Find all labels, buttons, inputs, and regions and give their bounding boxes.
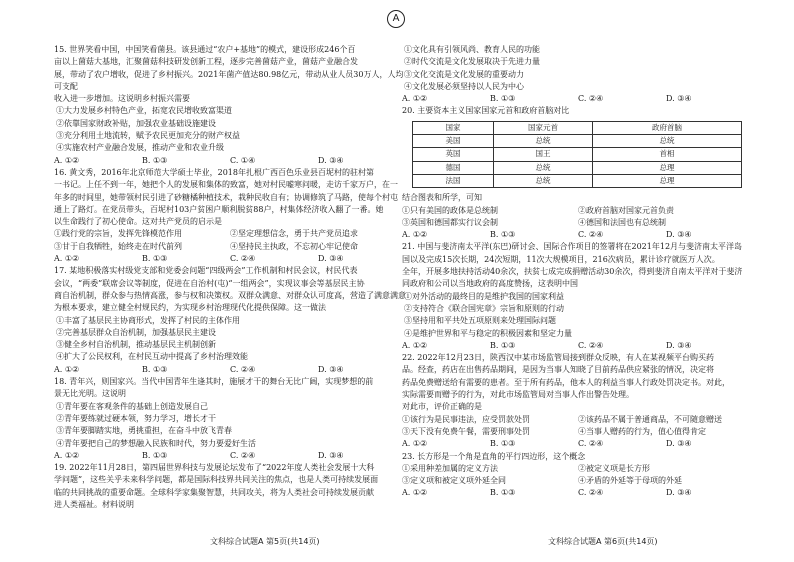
q20-choice-d: D. ③④ xyxy=(666,230,692,240)
q22-choice-a: A. ①② xyxy=(402,439,428,449)
q16-option-2: ②坚定理想信念，勇于共产党员追求 xyxy=(230,229,358,239)
q16-line-4: 通上了路灯。在党员带头，百坭村103户贫困户顺利脱贫88户，村集体经济收入翻了一番。她 xyxy=(54,204,384,214)
q16-option-1: ①践行党的宗旨，发挥先锋模范作用 xyxy=(54,229,182,239)
table-cell: 总统 xyxy=(593,135,742,148)
q18-line-2: 景无比光明。这说明 xyxy=(54,389,126,399)
q17-choice-a: A. ①② xyxy=(54,364,80,374)
q21-choice-c: C. ②④ xyxy=(578,340,604,350)
q21-line-4: 同政府和公司以当地政府的高度赞扬，这表明中国 xyxy=(402,279,578,289)
q15-option-1: ①大力发展乡村特色产业，拓宽农民增收致富渠道 xyxy=(56,106,232,116)
q23-choice-c: C. ②④ xyxy=(578,488,604,498)
q22-choice-d: D. ③④ xyxy=(666,439,692,449)
q16-line-5: 以生命践行了初心使命。这对共产党员的启示是 xyxy=(54,217,222,227)
q18-answer-choices xyxy=(54,450,406,462)
q21-line-1: 21. 中国与斐济南太平洋(东巴)研讨会、国际合作项目的签署将在2021年12月与斐济南太平洋岛 xyxy=(402,242,743,252)
q17-line-1: 17. 某地积极落实村级党支部和党委会问题“四级两会”工作机制和村民会议，村民代表 xyxy=(54,266,358,276)
q22-option-4: ④当事人赠药的行为，值心值得肯定 xyxy=(578,426,706,436)
q20-options-row-1 xyxy=(402,205,754,217)
q18-choice-d: D. ③④ xyxy=(318,450,344,460)
q16-choice-c: C. ②④ xyxy=(230,254,256,264)
q22-line-3: 药品免费赠送给有需要的患者。至于所有药品，他本人的利益当事人行政处罚决定书。对此， xyxy=(402,377,730,387)
q20-answer-choices xyxy=(402,229,754,241)
q21-line-3: 全年，开展多地扶持活动40余次，扶贫七成完成捐赠活动30余次，得到斐济自南太平洋对于斐济 xyxy=(402,267,743,277)
q23-choice-b: B. ①③ xyxy=(490,488,516,498)
q20-option-3: ③英国和德国都实行议会制 xyxy=(402,217,498,227)
q19-option-1: ①文化具有引领风尚、教育人民的功能 xyxy=(404,45,540,54)
q15-line-1: 15. 世界笑看中国，中国笑看菌县。该县通过“农户+基地”的模式，建设形成246个百 xyxy=(54,45,356,54)
q16-option-3: ③甘于自我牺牲，始终走在时代前列 xyxy=(54,241,182,251)
q19-line-2: 学问题”，这些关乎未来科学问题，都是国际科技界共同关注的焦点，也是人类可持续发展面 xyxy=(54,475,379,485)
q15-line-2: 亩以上菌菇大基地，汇聚菌菇科技研发创新工程，逐步完善菌菇产业，菌菇产业融合发 xyxy=(54,57,358,67)
table-row xyxy=(413,161,742,174)
question-16 xyxy=(54,167,406,265)
q16-line-2: 一书记。上任不到一年，她把个人的发展和集体的致富，她对村民嘘寒问暖，走访千家万户，在一 xyxy=(54,180,398,190)
table-cell: 英国 xyxy=(413,148,494,161)
table-header-country: 国家 xyxy=(413,121,494,134)
q22-options-row-1 xyxy=(402,414,754,426)
paper-version-seal: A xyxy=(387,10,405,28)
q16-option-4: ④坚持民主执政，不忘初心牢记使命 xyxy=(230,241,358,251)
q16-choice-a: A. ①② xyxy=(54,254,80,264)
q22-option-3: ③天下没有免费午餐，需要刑事处罚 xyxy=(402,426,530,436)
q20-option-1: ①只有美国的政体是总统制 xyxy=(402,205,498,215)
q17-choice-b: B. ①③ xyxy=(142,364,168,374)
q19-line-1: 19. 2022年11月28日，第四届世界科技与发展论坛发布了“2022年度人类社会发展十大科 xyxy=(54,463,375,473)
q21-choice-d: D. ③④ xyxy=(666,340,692,350)
question-15 xyxy=(54,44,406,167)
table-cell: 总理 xyxy=(593,174,742,187)
q20-stem: 20. 主要资本主义国家国家元首和政府首脑对比 xyxy=(402,106,570,116)
right-page-footer: 文科综合试题A 第6页(共14页) xyxy=(548,537,658,546)
q23-option-2: ②被定义项是长方形 xyxy=(578,463,650,473)
table-cell: 法国 xyxy=(413,174,494,187)
table-header-row xyxy=(413,121,742,134)
q19-choice-c: C. ②④ xyxy=(578,94,604,104)
table-cell: 总理 xyxy=(593,161,742,174)
question-17 xyxy=(54,265,406,376)
q17-line-3: 商自治机制，群众参与热情高涨，参与权和决策权。双群众满意、对群众认可度高，营造了满意满意 xyxy=(54,290,406,300)
q21-choice-a: A. ①② xyxy=(402,340,428,350)
q18-option-3: ③青年要脚踏实地，勇挑重担，在奋斗中放飞青春 xyxy=(56,426,232,436)
table-header-head-of-government: 政府首脑 xyxy=(593,121,742,134)
q21-option-4: ④是维护世界和平与稳定的积极因素和坚定力量 xyxy=(404,328,572,338)
q20-prompt: 结合图表和所学，可知 xyxy=(402,193,482,203)
question-22 xyxy=(402,352,754,450)
q19-choice-a: A. ①② xyxy=(402,94,428,104)
q19-choice-b: B. ①③ xyxy=(490,94,516,104)
q16-choice-b: B. ①③ xyxy=(142,254,168,264)
left-column xyxy=(54,44,406,511)
q23-option-1: ①采用种差加属的定义方法 xyxy=(402,463,498,473)
q15-option-2: ②依靠国家财政补贴，加强农业基础设施建设 xyxy=(56,118,216,128)
q15-line-4: 收入进一步增加。这说明乡村振兴需要 xyxy=(54,94,190,104)
q21-answer-choices xyxy=(402,340,754,352)
q17-line-2: 会议，“两委”联席会议等制度，促进在自治村(屯)“一组两会”，实现议事会等基层民主协 xyxy=(54,278,365,288)
q16-choice-d: D. ③④ xyxy=(318,254,344,264)
table-cell: 德国 xyxy=(413,161,494,174)
q22-option-2: ②该药品不属于普通商品，不可随意赠送 xyxy=(578,414,722,424)
q20-choice-b: B. ①③ xyxy=(490,230,516,240)
q21-choice-b: B. ①③ xyxy=(490,340,516,350)
q18-choice-b: B. ①③ xyxy=(142,450,168,460)
table-row xyxy=(413,174,742,187)
q19-line-3: 临的共同挑战的重要命题。全球科学家集聚智慧，共同攻关，将为人类社会可持续发展贡献 xyxy=(54,487,374,497)
q22-line-5: 对此市，评价正确的是 xyxy=(402,402,482,412)
q21-line-2: 国以及完成15次长期，24次短期，11次大规模项目，216次病员，累计诊疗就医万人次。 xyxy=(402,254,720,264)
question-20 xyxy=(402,105,754,241)
left-page-footer: 文科综合试题A 第5页(共14页) xyxy=(210,537,320,546)
q18-choice-c: C. ②④ xyxy=(230,450,256,460)
table-row xyxy=(413,148,742,161)
q22-option-1: ①该行为是民事违法，应受罚款处罚 xyxy=(402,414,530,424)
table-cell: 总统 xyxy=(494,174,593,187)
q22-choice-c: C. ②④ xyxy=(578,439,604,449)
q15-option-3: ③充分利用土地流转，赋予农民更加充分的财产权益 xyxy=(56,131,240,141)
q17-option-1: ①丰富了基层民主协商形式，发挥了村民的主体作用 xyxy=(56,315,240,325)
q22-line-4: 实际需要而赠予的行为，对此市场监管局对当事人作出警告处理。 xyxy=(402,390,634,400)
table-header-head-of-state: 国家元首 xyxy=(494,121,593,134)
q19-answer-choices xyxy=(402,93,754,105)
q20-comparison-table xyxy=(412,121,742,188)
q22-options-row-2 xyxy=(402,426,754,438)
q23-options-row-1 xyxy=(402,463,754,475)
table-cell: 总统 xyxy=(494,135,593,148)
q20-option-2: ②政府首脑对国家元首负责 xyxy=(578,205,674,215)
q15-choice-b: B. ①③ xyxy=(142,155,168,165)
q19-option-2: ②时代交流是文化发展取决于先进力量 xyxy=(404,57,540,67)
q20-choice-a: A. ①② xyxy=(402,230,428,240)
q19-option-3: ③文化交流是文化发展的重要动力 xyxy=(404,69,524,79)
q15-choice-d: D. ③④ xyxy=(318,155,344,165)
q21-option-1: ①对外活动的最终目的是维护我国的国家利益 xyxy=(404,291,564,301)
q23-option-3: ③定义项和被定义项外延全同 xyxy=(402,476,506,486)
q22-answer-choices xyxy=(402,438,754,450)
q15-choice-a: A. ①② xyxy=(54,155,80,165)
q21-option-2: ②支持符合《联合国宪章》宗旨和原则的行动 xyxy=(404,303,564,313)
question-18 xyxy=(54,376,406,462)
q16-answer-choices xyxy=(54,253,406,265)
q18-option-1: ①青年要在客观条件的基础上创造发展自己 xyxy=(56,401,208,411)
q16-options-row-1 xyxy=(54,228,406,240)
question-19-options xyxy=(402,44,754,105)
table-row xyxy=(413,135,742,148)
q17-option-3: ③健全乡村自治机制，推动基层民主机制创新 xyxy=(56,340,216,350)
q23-option-4: ④矛盾的外延等于母项的外延 xyxy=(578,476,682,486)
q23-choice-a: A. ①② xyxy=(402,488,428,498)
q16-line-3: 年多的时间里，她带领村民引进了砂糖橘种植技术，栽种民收自有；协调修筑了马路，使每个村屯 xyxy=(54,192,398,202)
table-cell: 首相 xyxy=(593,148,742,161)
q16-options-row-2 xyxy=(54,241,406,253)
q19-choice-d: D. ③④ xyxy=(666,94,692,104)
q18-option-2: ②青年要练就过硬本领，努力学习，增长才干 xyxy=(56,413,216,423)
q20-options-row-2 xyxy=(402,217,754,229)
q15-answer-choices xyxy=(54,155,406,167)
q18-choice-a: A. ①② xyxy=(54,450,80,460)
table-cell: 国王 xyxy=(494,148,593,161)
q15-choice-c: C. ①④ xyxy=(230,155,256,165)
q21-option-3: ③坚持用和平共处五项原则来处理国际问题 xyxy=(404,316,556,326)
q17-option-2: ②完善基层群众自治机制，加强基层民主建设 xyxy=(56,327,216,337)
q18-line-1: 18. 青年兴，则国家兴。当代中国青年生逢其时，施展才干的舞台无比广阔，实现梦想的前 xyxy=(54,377,374,387)
q17-line-4: 为根本要求，建立健全村规民约，为实现乡村治理现代化提供保障。这一做法 xyxy=(54,303,326,313)
q22-line-2: 品。经查，药店在出售药品期间，是因为当事人知晓了目前药品供应紧张的情况，决定将 xyxy=(402,365,714,375)
q16-line-1: 16. 黄文秀，2016年北京师范大学硕士毕业，2018年扎根广西百色乐业县百坭村的驻村第 xyxy=(54,167,374,177)
q22-line-1: 22. 2022年12月23日，陕西汉中某市场监管局接到群众反映，有人在某视频平台购买药 xyxy=(402,353,714,363)
table-cell: 美国 xyxy=(413,135,494,148)
question-19 xyxy=(54,462,406,511)
q19-line-4: 进人类福祉。材料说明 xyxy=(54,499,134,509)
q23-options-row-2 xyxy=(402,475,754,487)
table-cell: 总统 xyxy=(494,161,593,174)
question-23 xyxy=(402,451,754,500)
question-21 xyxy=(402,241,754,352)
q17-option-4: ④扩大了公民权利，在村民互动中提高了乡村治理效能 xyxy=(56,352,248,362)
q19-option-4: ④文化发展必须坚持以人民为中心 xyxy=(404,81,524,91)
q17-choice-d: D. ③④ xyxy=(318,364,344,374)
q18-option-4: ④青年要把自己的梦想融入民族和时代，努力要爱好生活 xyxy=(56,438,256,448)
q23-answer-choices xyxy=(402,487,754,499)
q23-choice-d: D. ③④ xyxy=(666,488,692,498)
q22-choice-b: B. ①③ xyxy=(490,439,516,449)
q17-choice-c: C. ②④ xyxy=(230,364,256,374)
q15-line-3: 展，带动了农户增收，促进了乡村振兴。2021年菌产值达80.98亿元，带动从业人员30万人，人均可支配 xyxy=(54,69,404,91)
q20-option-4: ④德国和法国也有总统制 xyxy=(578,217,666,227)
q20-choice-c: C. ②④ xyxy=(578,230,604,240)
right-column xyxy=(402,44,754,500)
q23-stem: 23. 长方形是一个角是直角的平行四边形，这个概念 xyxy=(402,451,586,461)
q15-option-4: ④实施农村产业融合发展，推动产业和农业升级 xyxy=(56,143,224,153)
q17-answer-choices xyxy=(54,364,406,376)
